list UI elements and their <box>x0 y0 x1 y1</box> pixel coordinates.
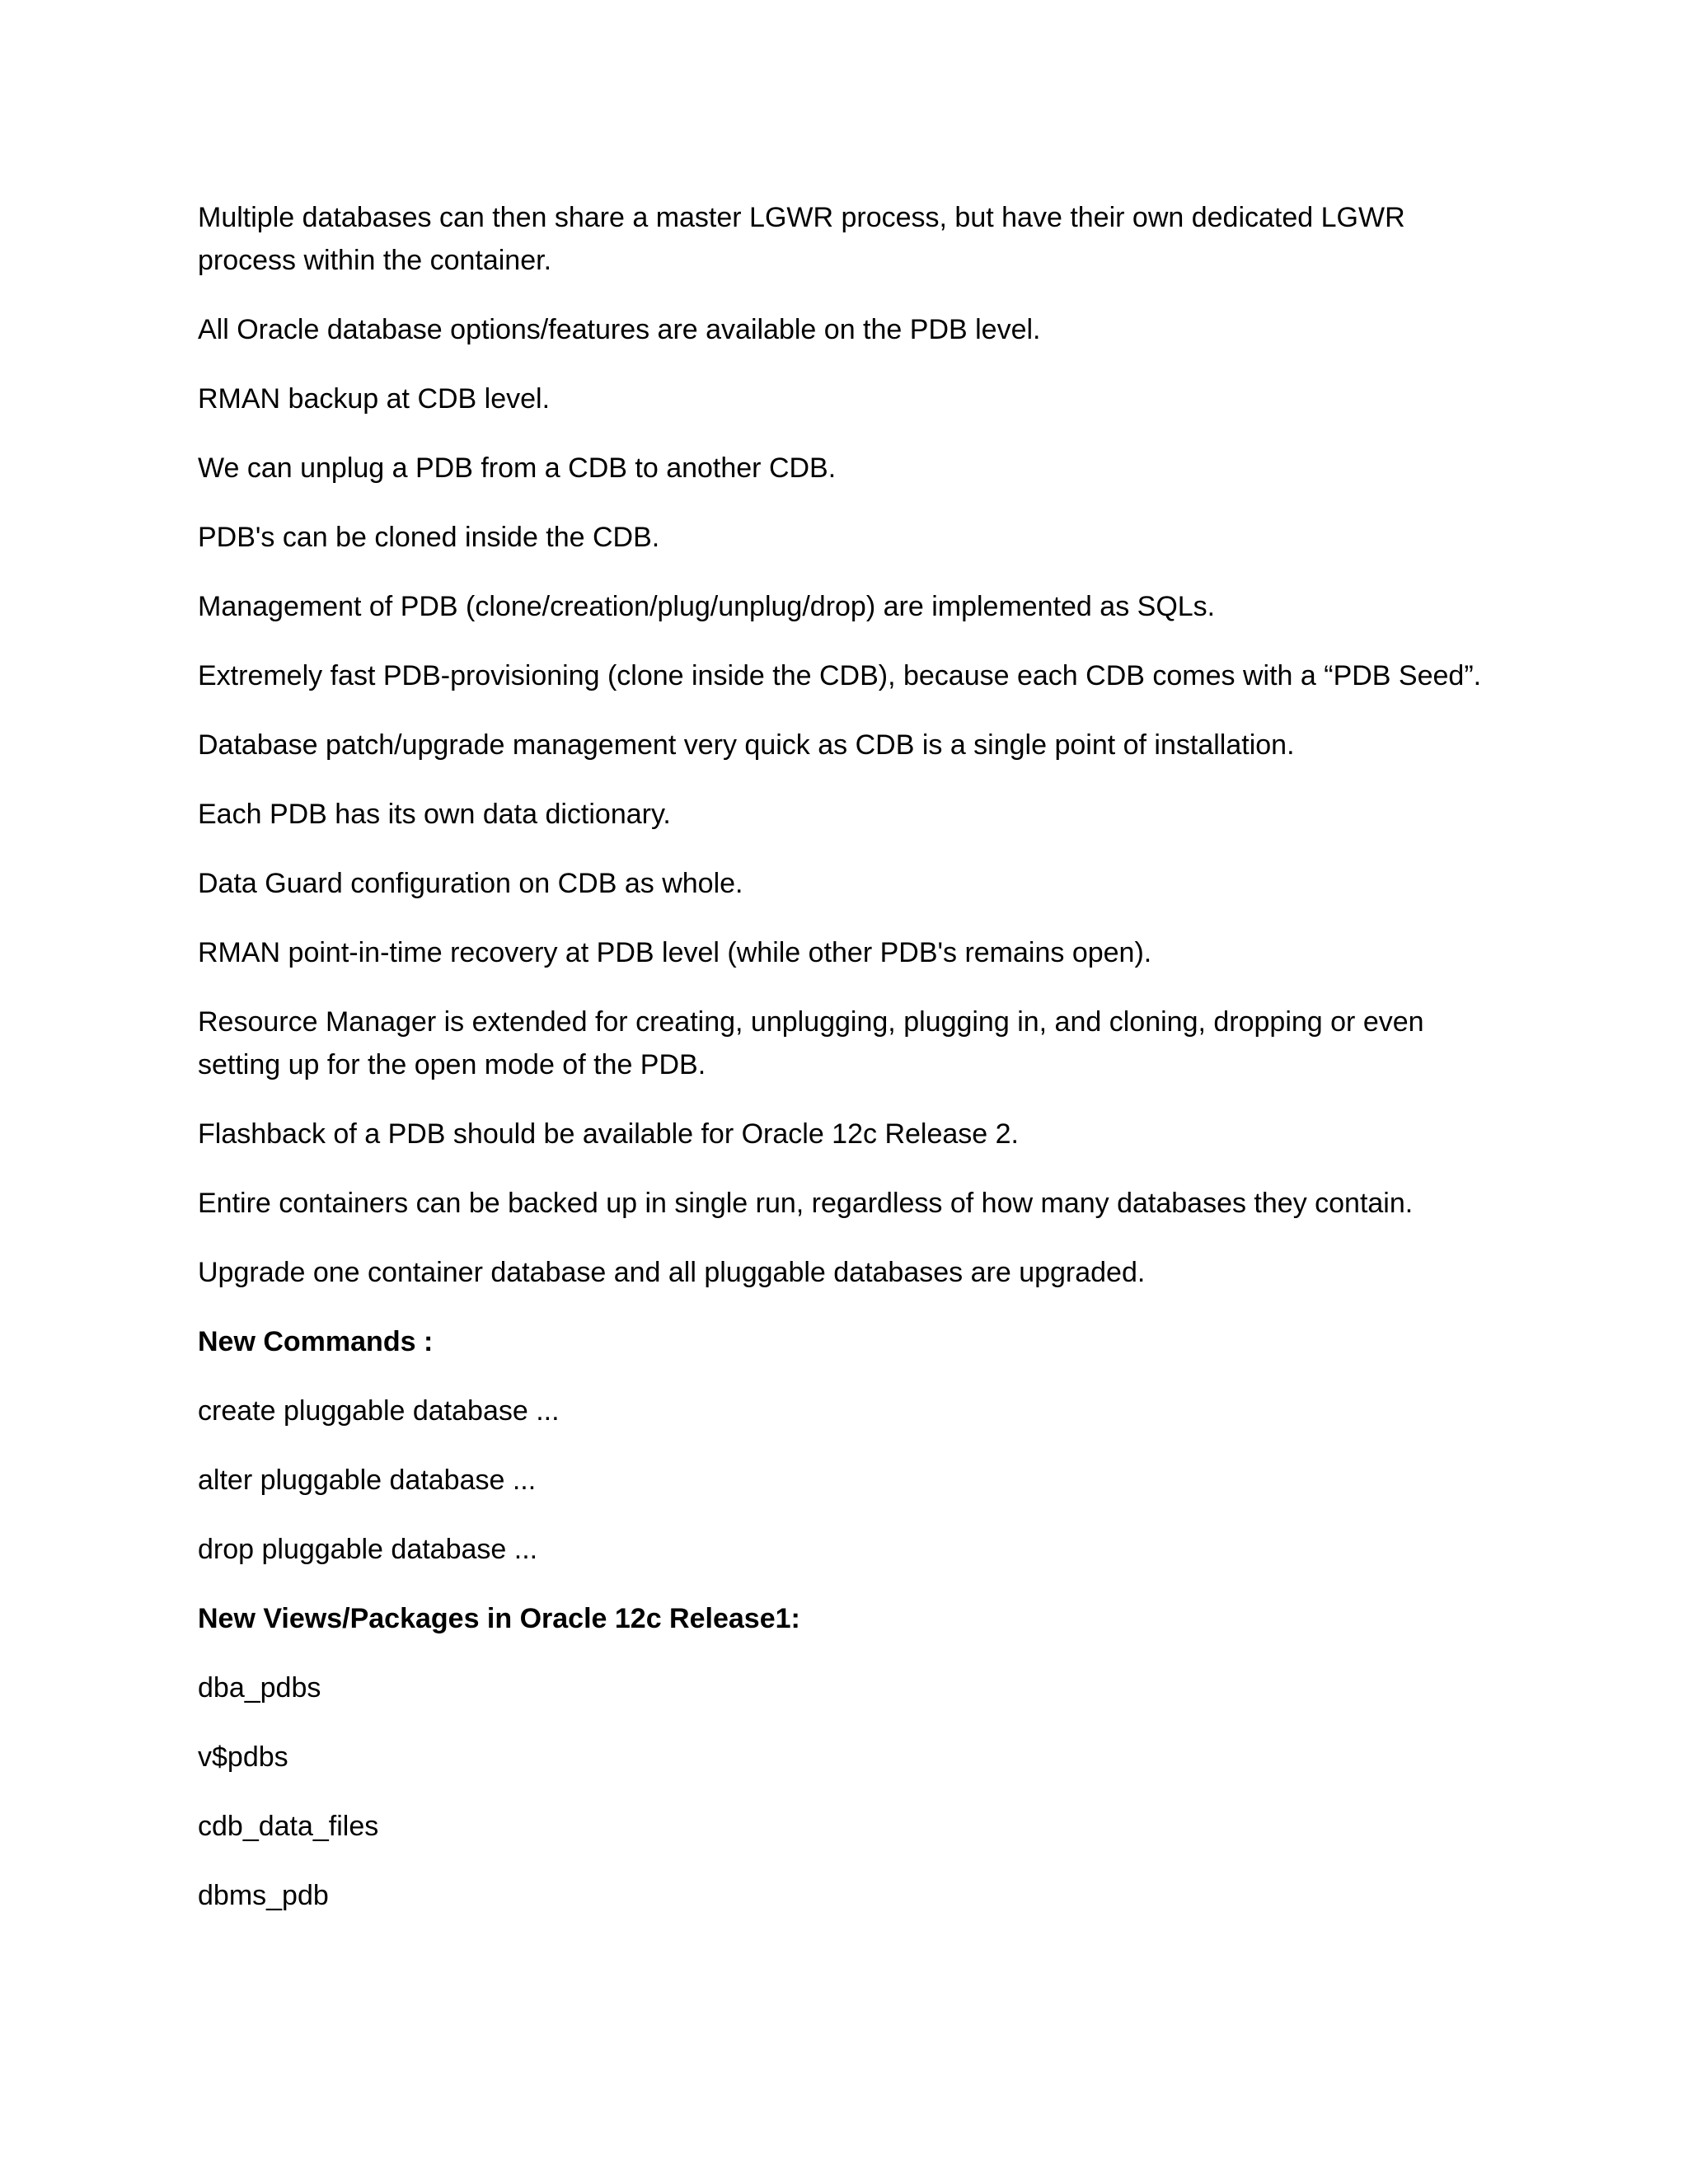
command-alter-pdb: alter pluggable database ... <box>198 1465 537 1496</box>
new-commands-heading: New Commands : <box>198 1326 434 1357</box>
paragraph-unplug-pdb: We can unplug a PDB from a CDB to another CDB. <box>198 452 837 484</box>
command-create-pdb: create pluggable database ... <box>198 1395 560 1427</box>
package-dbms-pdb: dbms_pdb <box>198 1880 329 1911</box>
view-v-pdbs: v$pdbs <box>198 1741 288 1773</box>
paragraph-resource-manager: Resource Manager is extended for creating, unplugging, plugging in, and cloning, dropping or even setting up for the open mode of the PDB. <box>198 1006 1424 1080</box>
command-drop-pdb: drop pluggable database ... <box>198 1534 538 1565</box>
paragraph-options-features: All Oracle database options/features are available on the PDB level. <box>198 314 1041 345</box>
paragraph-container-upgrade: Upgrade one container database and all pluggable databases are upgraded. <box>198 1257 1146 1288</box>
paragraph-pdb-management: Management of PDB (clone/creation/plug/unplug/drop) are implemented as SQLs. <box>198 591 1216 622</box>
paragraph-clone-pdb: PDB's can be cloned inside the CDB. <box>198 522 660 553</box>
paragraph-rman-backup: RMAN backup at CDB level. <box>198 383 551 415</box>
new-views-heading: New Views/Packages in Oracle 12c Release1: <box>198 1603 800 1634</box>
document-body <box>198 196 1500 1943</box>
paragraph-rman-pitr: RMAN point-in-time recovery at PDB level (while other PDB's remains open). <box>198 937 1152 968</box>
paragraph-patch-upgrade: Database patch/upgrade management very quick as CDB is a single point of installation. <box>198 729 1295 761</box>
paragraph-shared-lgwr: Multiple databases can then share a master LGWR process, but have their own dedicated LGWR process within the container. <box>198 202 1405 276</box>
paragraph-container-backup: Entire containers can be backed up in single run, regardless of how many databases they contain. <box>198 1188 1414 1219</box>
paragraph-data-dictionary: Each PDB has its own data dictionary. <box>198 799 671 830</box>
view-cdb-data-files: cdb_data_files <box>198 1811 379 1842</box>
paragraph-flashback: Flashback of a PDB should be available for Oracle 12c Release 2. <box>198 1118 1019 1150</box>
view-dba-pdbs: dba_pdbs <box>198 1672 321 1704</box>
paragraph-data-guard: Data Guard configuration on CDB as whole. <box>198 868 743 899</box>
paragraph-pdb-provisioning: Extremely fast PDB-provisioning (clone inside the CDB), because each CDB comes with a “PDB Seed”. <box>198 660 1482 691</box>
